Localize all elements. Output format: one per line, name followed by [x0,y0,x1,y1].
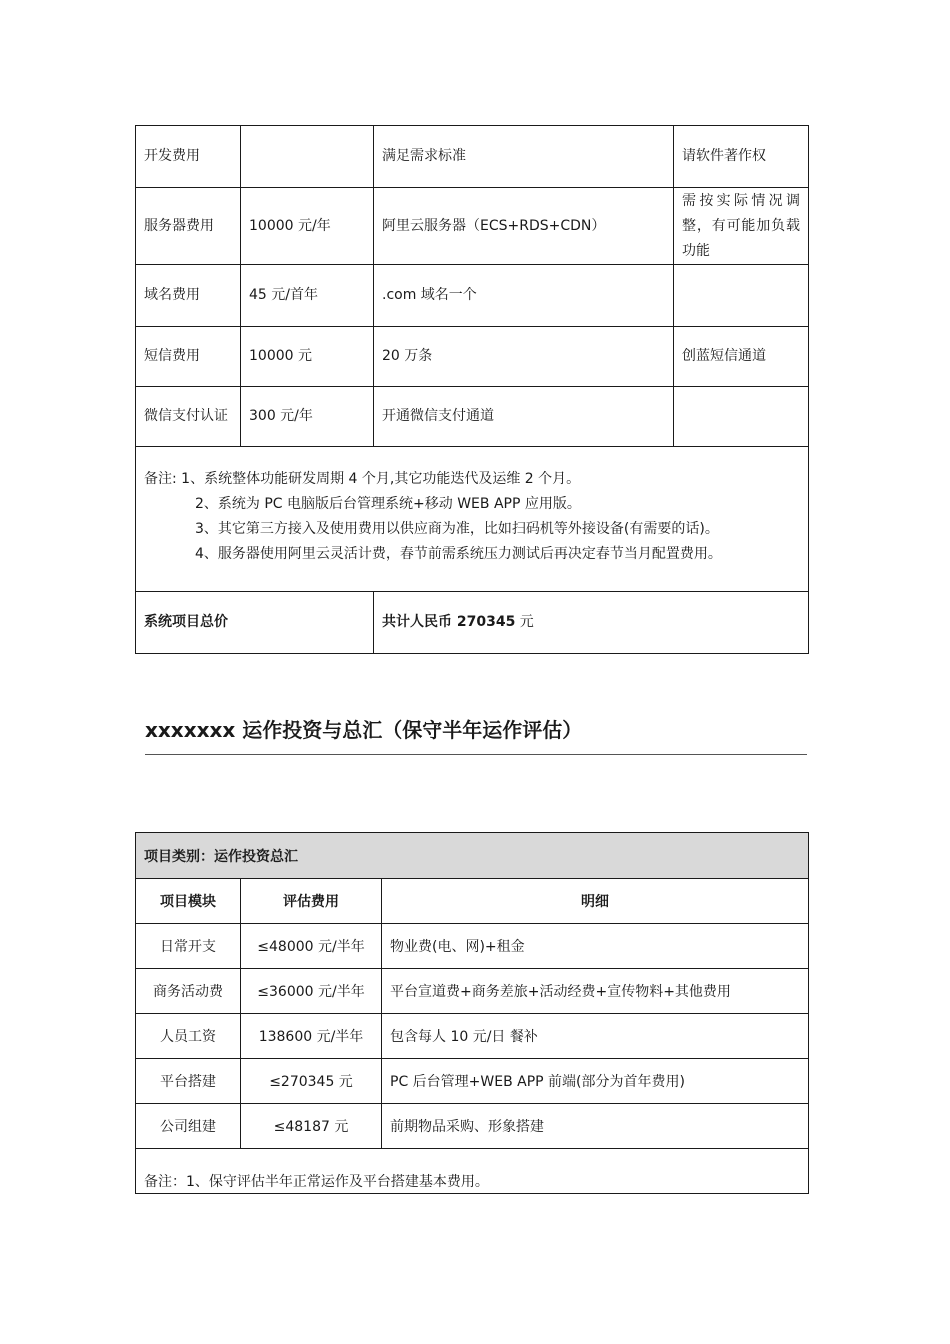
detail-cell: 平台宣道费+商务差旅+活动经费+宣传物料+其他费用 [382,969,809,1014]
category-label: 项目类别：运作投资总汇 [136,833,809,879]
section-heading: xxxxxxx 运作投资与总汇（保守半年运作评估） [145,712,807,755]
column-header: 评估费用 [241,879,382,924]
module-cell: 日常开支 [136,924,241,969]
cost-cell: 138600 元/半年 [241,1014,382,1059]
table-row [136,265,809,327]
cost-remark [674,387,809,447]
ops-note: 备注：1、保守评估半年正常运作及平台搭建基本费用。 [136,1149,809,1194]
table-row [136,387,809,447]
category-row [136,833,809,879]
cost-price: 10000 元/年 [241,188,374,265]
module-cell: 公司组建 [136,1104,241,1149]
total-unit: 元 [515,614,534,630]
detail-cell: 物业费(电、网)+租金 [382,924,809,969]
cost-item: 服务器费用 [136,188,241,265]
cost-cell: ≤48187 元 [241,1104,382,1149]
total-value [374,592,809,654]
total-label: 系统项目总价 [136,592,374,654]
cost-table [135,125,809,654]
note-line: 3、其它第三方接入及使用费用以供应商为准，比如扫码机等外接设备(有需要的话)。 [195,521,719,537]
table-row [136,1059,809,1104]
cost-desc: 20 万条 [374,327,674,387]
note-line: 2、系统为 PC 电脑版后台管理系统+移动 WEB APP 应用版。 [195,496,581,512]
total-row [136,592,809,654]
cost-price [241,126,374,188]
notes-row [136,447,809,592]
module-cell: 平台搭建 [136,1059,241,1104]
cost-desc: 满足需求标准 [374,126,674,188]
table-row [136,126,809,188]
cost-cell: ≤270345 元 [241,1059,382,1104]
module-cell: 人员工资 [136,1014,241,1059]
header-row [136,879,809,924]
cost-item: 短信费用 [136,327,241,387]
cost-item: 微信支付认证 [136,387,241,447]
detail-cell: 包含每人 10 元/日 餐补 [382,1014,809,1059]
table-row [136,924,809,969]
cost-price: 10000 元 [241,327,374,387]
cost-desc: 阿里云服务器（ECS+RDS+CDN） [374,188,674,265]
cost-desc: 开通微信支付通道 [374,387,674,447]
column-header: 项目模块 [136,879,241,924]
note-line: 备注: 1、系统整体功能研发周期 4 个月,其它功能迭代及运维 2 个月。 [144,471,581,487]
detail-cell: PC 后台管理+WEB APP 前端(部分为首年费用) [382,1059,809,1104]
total-amount: 共计人民币 270345 [382,614,516,630]
cost-remark: 请软件著作权 [674,126,809,188]
notes-row [136,1149,809,1194]
table-row [136,188,809,265]
cost-desc: .com 域名一个 [374,265,674,327]
module-cell: 商务活动费 [136,969,241,1014]
cost-cell: ≤36000 元/半年 [241,969,382,1014]
table-row [136,1014,809,1059]
ops-table [135,832,809,1194]
column-header: 明细 [382,879,809,924]
cost-price: 300 元/年 [241,387,374,447]
table-row [136,327,809,387]
note-line: 4、服务器使用阿里云灵活计费，春节前需系统压力测试后再决定春节当月配置费用。 [195,546,722,562]
cost-item: 开发费用 [136,126,241,188]
notes-cell [136,447,809,592]
cost-cell: ≤48000 元/半年 [241,924,382,969]
cost-remark [674,265,809,327]
detail-cell: 前期物品采购、形象搭建 [382,1104,809,1149]
cost-remark: 需按实际情况调整，有可能加负载功能 [674,188,809,265]
table-row [136,969,809,1014]
cost-price: 45 元/首年 [241,265,374,327]
table-row [136,1104,809,1149]
cost-remark: 创蓝短信通道 [674,327,809,387]
cost-item: 域名费用 [136,265,241,327]
